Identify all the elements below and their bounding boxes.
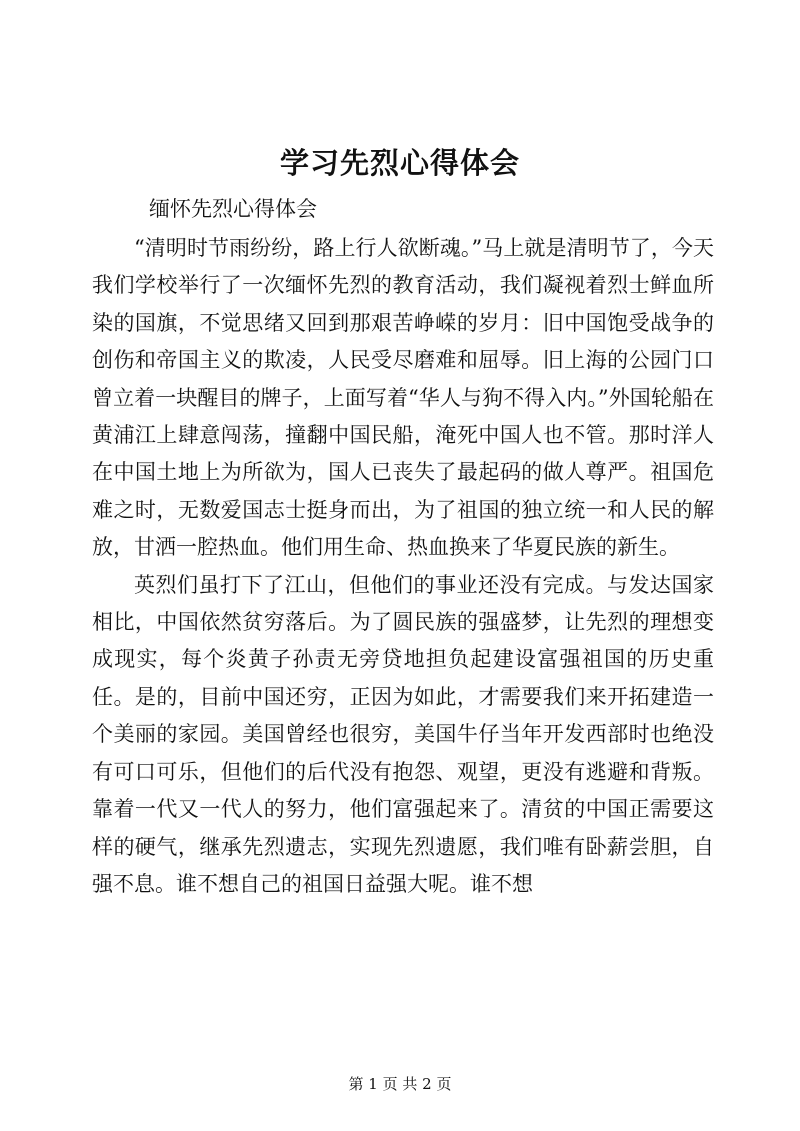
paragraph-2: 英烈们虽打下了江山，但他们的事业还没有完成。与发达国家相比，中国依然贫穷落后。为了圆民族的强盛梦，让先烈的理想变成现实，每个炎黄子孙责无旁贷地担负起建设富强祖国的历史重任。是的，目前中国还穷，正因为如此，才需要我们来开拓建造一个美丽的家园。美国曾经也很穷，美国牛仔当年开发西部时也绝没有可口可乐，但他们的后代没有抱怨、观望，更没有逃避和背叛。靠着一代又一代人的努力，他们富强起来了。清贫的中国正需要这样的硬气，继承先烈遗志，实现先烈遗愿，我们唯有卧薪尝胆，自强不息。谁不想自己的祖国日益强大呢。谁不想: [92, 572, 714, 896]
document-subtitle: 缅怀先烈心得体会: [149, 197, 317, 221]
page-footer: 第 1 页 共 2 页: [348, 1075, 452, 1093]
paragraph-1: “清明时节雨纷纷，路上行人欲断魂。”马上就是清明节了，今天我们学校举行了一次缅怀先烈的教育活动，我们凝视着烈士鲜血所染的国旗，不觉思绪又回到那艰苦峥嵘的岁月：旧中国饱受战争的创伤和帝国主义的欺凌，人民受尽磨难和屈辱。旧上海的公园门口曾立着一块醒目的牌子，上面写着“华人与狗不得入内。”外国轮船在黄浦江上肆意闯荡，撞翻中国民船，淹死中国人也不管。那时洋人在中国土地上为所欲为，国人已丧失了最起码的做人尊严。祖国危难之时，无数爱国志士挺身而出，为了祖国的独立统一和人民的解放，甘洒一腔热血。他们用生命、热血换来了华夏民族的新生。: [92, 236, 714, 560]
document-body: [92, 230, 714, 903]
page-title: 学习先烈心得体会: [279, 146, 520, 180]
